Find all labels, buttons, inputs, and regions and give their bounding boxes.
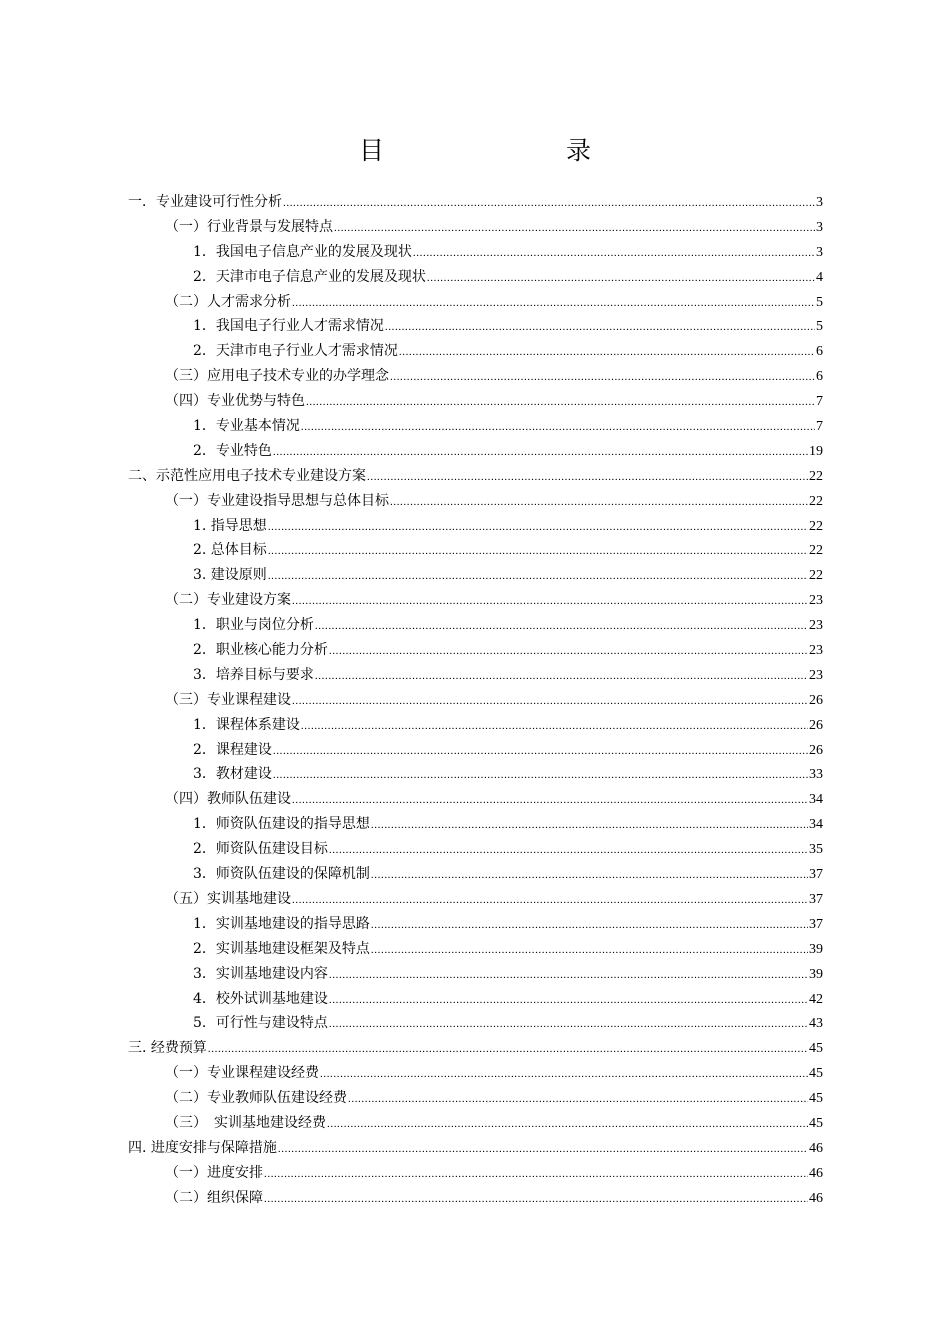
toc-page-number: 42 xyxy=(809,991,823,1007)
toc-entry[interactable] xyxy=(128,962,823,987)
toc-entry[interactable] xyxy=(128,987,823,1012)
toc-entry[interactable] xyxy=(128,1011,823,1036)
toc-entry-title: 2．师资队伍建设目标 xyxy=(193,841,328,858)
toc-entry-title: 3．实训基地建设内容 xyxy=(193,965,328,982)
toc-entry[interactable] xyxy=(128,439,823,464)
toc-page-number: 26 xyxy=(809,742,823,758)
toc-page-number: 6 xyxy=(816,369,823,385)
toc-dot-leader xyxy=(399,340,815,365)
toc-entry[interactable] xyxy=(128,1086,823,1111)
page-title: 目 录 xyxy=(358,136,635,165)
toc-dot-leader xyxy=(264,1162,808,1187)
toc-dot-leader xyxy=(208,1037,808,1062)
toc-page-number: 22 xyxy=(809,518,823,534)
toc-dot-leader xyxy=(301,714,808,739)
toc-dot-leader xyxy=(371,913,808,938)
toc-entry-title: 1．职业与岗位分析 xyxy=(193,617,314,634)
toc-page-number: 22 xyxy=(809,493,823,509)
toc-dot-leader xyxy=(306,390,815,415)
toc-entry[interactable] xyxy=(128,1161,823,1186)
toc-page-number: 46 xyxy=(809,1190,823,1206)
toc-entry[interactable] xyxy=(128,663,823,688)
toc-dot-leader xyxy=(334,216,815,241)
toc-page-number: 34 xyxy=(809,817,823,833)
toc-entry[interactable] xyxy=(128,514,823,539)
toc-entry[interactable] xyxy=(128,713,823,738)
toc-page-number: 22 xyxy=(809,568,823,584)
toc-entry-title: 1．我国电子行业人才需求情况 xyxy=(193,318,384,335)
toc-entry[interactable] xyxy=(128,240,823,265)
toc-dot-leader xyxy=(283,191,815,216)
toc-entry-title: 3．教材建设 xyxy=(193,766,272,783)
toc-dot-leader xyxy=(371,938,808,963)
toc-entry[interactable] xyxy=(128,190,823,215)
toc-page-number: 26 xyxy=(809,717,823,733)
toc-entry[interactable] xyxy=(128,613,823,638)
toc-dot-leader xyxy=(315,614,808,639)
toc-entry[interactable] xyxy=(128,688,823,713)
toc-entry-title: （一）进度安排 xyxy=(165,1164,263,1181)
toc-page-number: 45 xyxy=(809,1066,823,1082)
toc-page-number: 23 xyxy=(809,667,823,683)
toc-page-number: 46 xyxy=(809,1140,823,1156)
toc-page-number: 5 xyxy=(816,319,823,335)
toc-page-number: 23 xyxy=(809,643,823,659)
toc-dot-leader xyxy=(268,515,808,540)
toc-dot-leader xyxy=(390,365,815,390)
toc-dot-leader xyxy=(273,763,808,788)
toc-entry-title: （四）教师队伍建设 xyxy=(165,791,291,808)
toc-entry-title: 5．可行性与建设特点 xyxy=(193,1015,328,1032)
toc-entry-title: 2. 总体目标 xyxy=(193,542,267,559)
toc-entry-title: 3．师资队伍建设的保障机制 xyxy=(193,866,370,883)
toc-entry-title: （二）专业建设方案 xyxy=(165,592,291,609)
toc-entry-title: 2．天津市电子行业人才需求情况 xyxy=(193,343,398,360)
toc-entry-title: 3．培养目标与要求 xyxy=(193,666,314,683)
toc-entry-title: （二）专业教师队伍建设经费 xyxy=(165,1090,347,1107)
toc-entry[interactable] xyxy=(128,1186,823,1211)
toc-dot-leader xyxy=(273,739,808,764)
toc-dot-leader xyxy=(390,490,808,515)
toc-entry-title: （一）专业课程建设经费 xyxy=(165,1065,319,1082)
toc-page-number: 22 xyxy=(809,543,823,559)
toc-page-number: 35 xyxy=(809,842,823,858)
toc-dot-leader xyxy=(329,639,808,664)
toc-entry[interactable] xyxy=(128,912,823,937)
toc-entry-title: 3. 建设原则 xyxy=(193,567,267,584)
toc-entry[interactable] xyxy=(128,339,823,364)
toc-entry-title: 三. 经费预算 xyxy=(128,1040,207,1057)
toc-page-number: 37 xyxy=(809,891,823,907)
toc-entry-title: 1．我国电子信息产业的发展及现状 xyxy=(193,243,412,260)
toc-page-number: 43 xyxy=(809,1016,823,1032)
toc-entry-title: 2．实训基地建设框架及特点 xyxy=(193,940,370,957)
toc-entry[interactable] xyxy=(128,738,823,763)
toc-entry[interactable] xyxy=(128,389,823,414)
toc-dot-leader xyxy=(327,1112,808,1137)
toc-page-number: 3 xyxy=(816,219,823,235)
toc-page-number: 34 xyxy=(809,792,823,808)
toc-entry[interactable] xyxy=(128,862,823,887)
toc-page-number: 3 xyxy=(816,244,823,260)
toc-dot-leader xyxy=(385,315,815,340)
toc-dot-leader xyxy=(348,1087,808,1112)
toc-entry[interactable] xyxy=(128,638,823,663)
toc-dot-leader xyxy=(292,589,808,614)
toc-entry[interactable] xyxy=(128,1061,823,1086)
toc-entry[interactable] xyxy=(128,563,823,588)
toc-entry-title: 一．专业建设可行性分析 xyxy=(128,194,282,210)
toc-dot-leader xyxy=(315,664,808,689)
toc-entry-title: 1．专业基本情况 xyxy=(193,418,300,435)
toc-entry[interactable] xyxy=(128,812,823,837)
toc-dot-leader xyxy=(268,564,808,589)
toc-entry-title: 2．职业核心能力分析 xyxy=(193,642,328,659)
toc-dot-leader xyxy=(273,440,808,465)
toc-dot-leader xyxy=(427,266,815,291)
toc-entry[interactable] xyxy=(128,265,823,290)
toc-entry-title: 四. 进度安排与保障措施 xyxy=(128,1139,277,1156)
toc-dot-leader xyxy=(292,689,808,714)
toc-page-number: 45 xyxy=(809,1041,823,1057)
toc-entry-title: 1．师资队伍建设的指导思想 xyxy=(193,816,370,833)
table-of-contents xyxy=(128,190,823,1211)
toc-entry-title: 1．课程体系建设 xyxy=(193,716,300,733)
toc-page-number: 46 xyxy=(809,1165,823,1181)
toc-entry-title: 4．校外试训基地建设 xyxy=(193,990,328,1007)
toc-page-number: 22 xyxy=(809,468,823,484)
toc-page-number: 5 xyxy=(816,294,823,310)
toc-entry-title: （五）实训基地建设 xyxy=(165,890,291,907)
toc-dot-leader xyxy=(292,788,808,813)
toc-dot-leader xyxy=(264,1187,808,1212)
toc-dot-leader xyxy=(268,539,808,564)
toc-entry-title: （三） 实训基地建设经费 xyxy=(165,1114,326,1131)
toc-entry[interactable] xyxy=(128,489,823,514)
toc-page-number: 7 xyxy=(816,419,823,435)
toc-entry[interactable] xyxy=(128,364,823,389)
toc-entry[interactable] xyxy=(128,290,823,315)
toc-entry-title: （一）专业建设指导思想与总体目标 xyxy=(165,492,389,509)
toc-entry[interactable] xyxy=(128,1136,823,1161)
toc-entry-title: （一）行业背景与发展特点 xyxy=(165,218,333,235)
toc-dot-leader xyxy=(329,1012,808,1037)
toc-dot-leader xyxy=(292,888,808,913)
toc-dot-leader xyxy=(292,291,815,316)
toc-entry-title: 1．实训基地建设的指导思路 xyxy=(193,915,370,932)
toc-page-number: 6 xyxy=(816,344,823,360)
toc-page-number: 26 xyxy=(809,692,823,708)
toc-entry-title: （四）专业优势与特色 xyxy=(165,393,305,410)
toc-dot-leader xyxy=(329,963,808,988)
toc-page-number: 19 xyxy=(809,443,823,459)
toc-entry[interactable] xyxy=(128,414,823,439)
toc-entry-title: （三）专业课程建设 xyxy=(165,691,291,708)
toc-page-number: 39 xyxy=(809,966,823,982)
toc-entry-title: 2．专业特色 xyxy=(193,442,272,459)
toc-page-number: 45 xyxy=(809,1091,823,1107)
toc-entry[interactable] xyxy=(128,314,823,339)
toc-entry-title: 2．天津市电子信息产业的发展及现状 xyxy=(193,268,426,285)
toc-entry[interactable] xyxy=(128,837,823,862)
toc-dot-leader xyxy=(278,1137,808,1162)
toc-page-number: 45 xyxy=(809,1115,823,1131)
toc-dot-leader xyxy=(371,863,808,888)
toc-page-number: 7 xyxy=(816,394,823,410)
toc-entry[interactable] xyxy=(128,1111,823,1136)
toc-entry[interactable] xyxy=(128,538,823,563)
toc-entry-title: （二）组织保障 xyxy=(165,1189,263,1206)
toc-page-number: 23 xyxy=(809,618,823,634)
toc-entry[interactable] xyxy=(128,762,823,787)
toc-entry[interactable] xyxy=(128,937,823,962)
toc-page-number: 3 xyxy=(816,195,823,210)
toc-entry[interactable] xyxy=(128,588,823,613)
toc-entry-title: （二）人才需求分析 xyxy=(165,293,291,310)
toc-entry[interactable] xyxy=(128,887,823,912)
toc-page-number: 33 xyxy=(809,767,823,783)
toc-entry-title: 2．课程建设 xyxy=(193,741,272,758)
toc-dot-leader xyxy=(371,813,808,838)
toc-entry-title: 二、示范性应用电子技术专业建设方案 xyxy=(128,467,366,484)
toc-entry[interactable] xyxy=(128,1036,823,1061)
toc-page-number: 4 xyxy=(816,269,823,285)
toc-entry-title: 1. 指导思想 xyxy=(193,517,267,534)
toc-dot-leader xyxy=(367,465,808,490)
toc-page-number: 39 xyxy=(809,941,823,957)
toc-entry[interactable] xyxy=(128,787,823,812)
toc-dot-leader xyxy=(301,415,815,440)
toc-entry[interactable] xyxy=(128,215,823,240)
toc-dot-leader xyxy=(320,1062,808,1087)
toc-page-number: 37 xyxy=(809,916,823,932)
toc-page-number: 23 xyxy=(809,593,823,609)
toc-dot-leader xyxy=(329,838,808,863)
toc-entry-title: （三）应用电子技术专业的办学理念 xyxy=(165,368,389,385)
toc-dot-leader xyxy=(413,241,815,266)
toc-dot-leader xyxy=(329,988,808,1013)
toc-entry[interactable] xyxy=(128,464,823,489)
toc-page-number: 37 xyxy=(809,867,823,883)
